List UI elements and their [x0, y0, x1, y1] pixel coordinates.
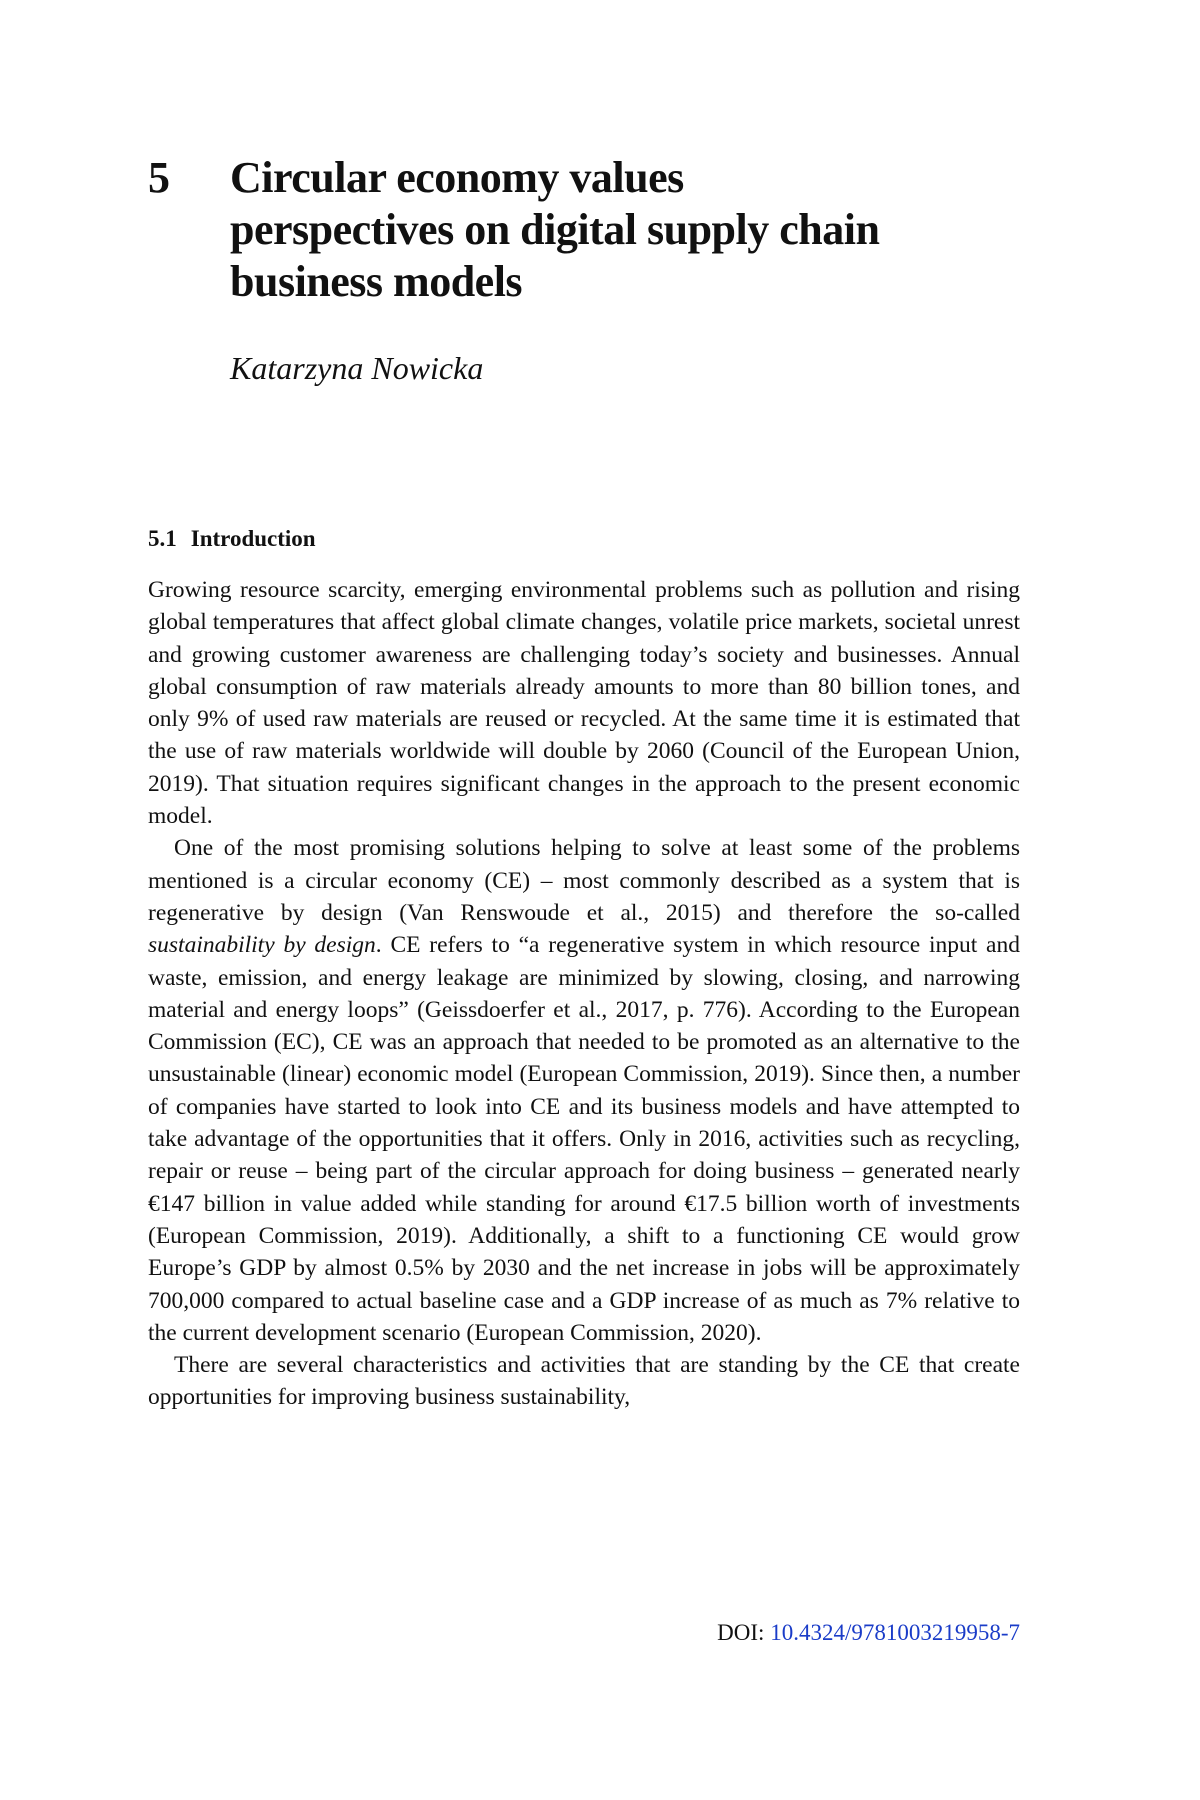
doi-label: DOI:	[717, 1620, 771, 1645]
body-text	[148, 574, 1020, 1414]
author-name: Katarzyna Nowicka	[230, 350, 484, 386]
paragraph-2-emphasis: sustainability by design	[148, 932, 376, 959]
chapter-number: 5	[148, 153, 170, 202]
paragraph-2-part-1: One of the most promising solutions helping to solve at least some of the problems mentioned is a circular economy (CE) – most commonly described as a system that is regenerative by design (Van Renswoude et al., 2015) and therefore the so-called	[148, 835, 1020, 926]
doi-line	[717, 1618, 1020, 1648]
paragraph-2-part-2: . CE refers to “a regenerative system in which resource input and waste, emission, and energy leakage are minimized by slowing, closing, and narrowing material and energy loops” (Geissdoerfer et al., 2017, p. 776). According to the European Commission (EC), CE was an approach that needed to be promoted as an alternative to the unsustainable (linear) economic model (European Commission, 2019). Since then, a number of companies have started to look into CE and its business models and have attempted to take advantage of the opportunities that it offers. Only in 2016, activities such as recycling, repair or reuse – being part of the circular approach for doing business – generated nearly €147 billion in value added while standing for around €17.5 billion worth of investments (European Commission, 2019). Additionally, a shift to a functioning CE would grow Europe’s GDP by almost 0.5% by 2030 and the net increase in jobs will be approximately 700,000 compared to actual baseline case and a GDP increase of as much as 7% relative to the current development scenario (European Commission, 2020).	[148, 932, 1020, 1346]
paragraph-3: There are several characteristics and activities that are standing by the CE that create opportunities for improving business sustainability,	[148, 1352, 1020, 1411]
section-heading	[148, 524, 316, 554]
doi-link[interactable]: 10.4324/9781003219958-7	[770, 1620, 1020, 1645]
paragraph-1: Growing resource scarcity, emerging environmental problems such as pollution and rising global temperatures that affect global climate changes, volatile price markets, societal unrest and growing customer awareness are challenging today’s society and businesses. Annual global consumption of raw materials already amounts to more than 80 billion tones, and only 9% of used raw materials are reused or recycled. At the same time it is estimated that the use of raw materials worldwide will double by 2060 (Council of the European Union, 2019). That situation requires significant changes in the approach to the present economic model.	[148, 577, 1020, 830]
chapter-title: Circular economy values perspectives on digital supply chain business models	[230, 153, 880, 306]
section-number: 5.1	[148, 526, 177, 551]
paragraph-2	[148, 832, 1020, 1349]
section-title: Introduction	[190, 526, 316, 551]
